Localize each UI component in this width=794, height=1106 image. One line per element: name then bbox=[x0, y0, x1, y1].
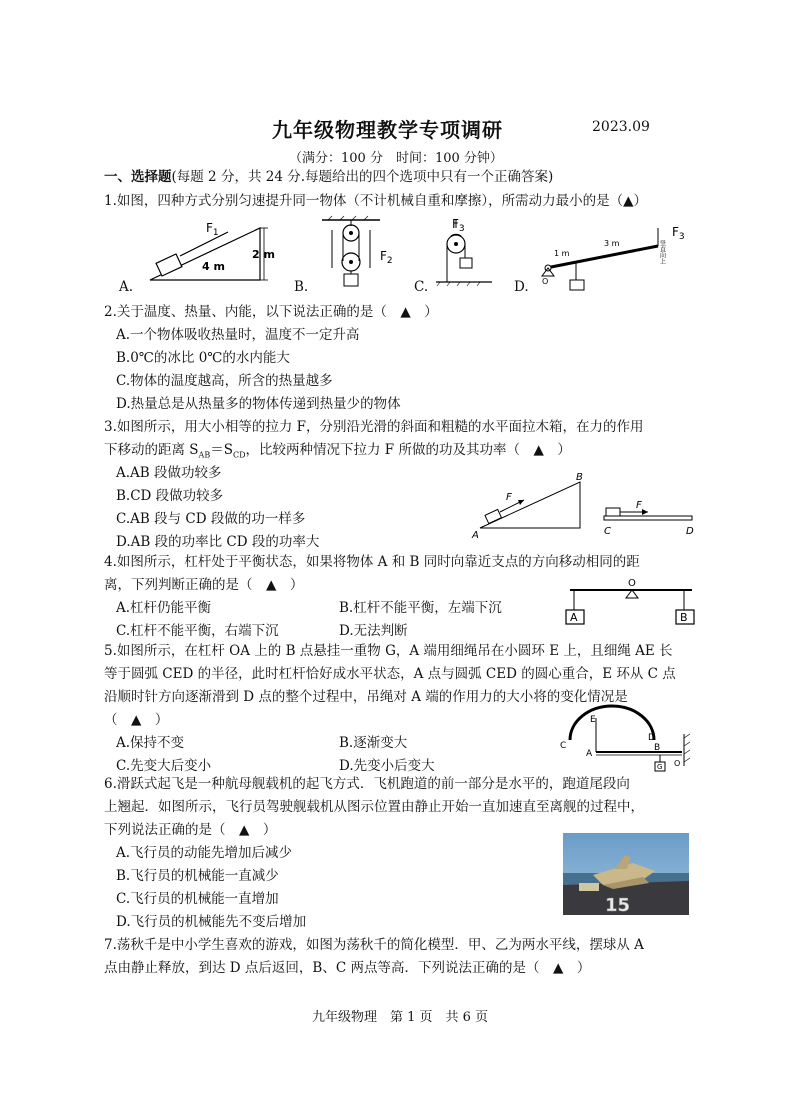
q3-label-a: A bbox=[472, 530, 479, 541]
q5-figure bbox=[556, 704, 696, 774]
q3-label-c: C bbox=[604, 526, 611, 537]
q6-option-d: D.飞行员的机械能先不变后增加 bbox=[116, 914, 307, 930]
q5-option-d: D.先变小后变大 bbox=[339, 758, 435, 774]
q4-label-b: B bbox=[680, 611, 688, 624]
q4-stem-line1: 4.如图所示，杠杆处于平衡状态，如果将物体 A 和 B 同时向靠近支点的方向移动相同的距 bbox=[104, 554, 640, 570]
q2-option-b: B.0℃的冰比 0℃的水内能大 bbox=[116, 350, 290, 366]
q5-stem-line2: 等于圆弧 CED 的半径，此时杠杆恰好成水平状态，A 点与圆弧 CED 的圆心重合，E 环从 C 点 bbox=[104, 666, 676, 682]
q1-figure-a bbox=[148, 218, 278, 288]
q5-option-b: B.逐渐变大 bbox=[339, 735, 408, 751]
q6-deck-number: 15 bbox=[605, 895, 631, 916]
q6-stem-line1: 6.滑跃式起飞是一种航母舰载机的起飞方式．飞机跑道的前一部分是水平的，跑道尾段向 bbox=[104, 776, 630, 792]
q1-f2: $F_2$ bbox=[380, 249, 393, 266]
q2-option-c: C.物体的温度越高，所含的热量越多 bbox=[116, 373, 333, 389]
q5-label-b: B bbox=[654, 743, 661, 753]
exam-subtitle: （满分：100 分 时间：100 分钟） bbox=[289, 151, 503, 166]
q6-stem-line2: 上翘起．如图所示，飞行员驾驶舰载机从图示位置由静止开始一直加速直至离舰的过程中， bbox=[104, 799, 644, 815]
q4-option-b: B.杠杆不能平衡，左端下沉 bbox=[339, 600, 502, 616]
q3-label-b: B bbox=[576, 472, 583, 483]
q4-label-a: A bbox=[570, 611, 578, 624]
q1-label-b: B. bbox=[294, 279, 309, 295]
q1-label-c: C. bbox=[414, 279, 429, 295]
q1-note-vertical: 竖直向上 bbox=[658, 240, 666, 264]
q3-eq: ＝S bbox=[210, 442, 233, 458]
q3-sub-ab: AB bbox=[198, 450, 211, 460]
q1-len-2m: 2 m bbox=[252, 248, 275, 261]
q4-option-a: A.杠杆仍能平衡 bbox=[116, 600, 212, 616]
q3-f-incline: F bbox=[506, 492, 512, 503]
q5-option-c: C.先变大后变小 bbox=[116, 758, 212, 774]
q3-sub-cd: CD bbox=[232, 450, 246, 460]
q1-f1: $F_1$ bbox=[206, 221, 219, 238]
q5-option-a: A.保持不变 bbox=[116, 735, 185, 751]
q6-option-b: B.飞行员的机械能一直减少 bbox=[116, 868, 279, 884]
q6-option-c: C.飞行员的机械能一直增加 bbox=[116, 891, 279, 907]
section-heading bbox=[104, 166, 553, 188]
section-heading-label: 一、选择题 bbox=[104, 169, 172, 185]
q1-stem: 1.如图，四种方式分别匀速提升同一物体（不计机械自重和摩擦），所需动力最小的是（▲） bbox=[104, 193, 648, 209]
q1-len-4m: 4 m bbox=[202, 260, 225, 273]
q1-label-o: O bbox=[542, 277, 549, 286]
q3-option-c: C.AB 段与 CD 段做的功一样多 bbox=[116, 511, 306, 527]
page-title: 九年级物理教学专项调研 bbox=[272, 118, 503, 142]
q1-figure-d bbox=[538, 218, 698, 294]
q3-figure bbox=[470, 472, 700, 542]
q5-label-g: G bbox=[657, 763, 663, 771]
q1-figure-b bbox=[318, 216, 398, 292]
q4-option-c: C.杠杆不能平衡，右端下沉 bbox=[116, 623, 279, 639]
q5-label-d: D bbox=[648, 733, 655, 743]
q4-stem-line2: 离，下列判断正确的是（ ▲ ） bbox=[104, 577, 304, 593]
q3-label-d: D bbox=[686, 526, 694, 537]
q1-f3-c: $F_3$ bbox=[452, 217, 465, 234]
q3-option-d: D.AB 段的功率比 CD 段的功率大 bbox=[116, 534, 320, 550]
exam-date: 2023.09 bbox=[592, 119, 650, 135]
q6-option-a: A.飞行员的动能先增加后减少 bbox=[116, 845, 293, 861]
q5-label-c: C bbox=[560, 741, 567, 751]
q6-stem-line3: 下列说法正确的是（ ▲ ） bbox=[104, 822, 277, 838]
q1-label-d: D. bbox=[514, 279, 529, 295]
q7-stem-line1: 7.荡秋千是中小学生喜欢的游戏，如图为荡秋千的简化模型．甲、乙为两水平线，摆球从 A bbox=[104, 937, 644, 953]
q5-stem-line4: （ ▲ ） bbox=[104, 712, 169, 728]
q1-len-1m: 1 m bbox=[554, 249, 570, 258]
q1-f3-d: $F_3$ bbox=[672, 225, 685, 242]
q3-stem-text: 下移动的距离 S bbox=[104, 442, 199, 458]
q3-stem-line1: 3.如图所示，用大小相等的拉力 F，分别沿光滑的斜面和粗糙的水平面拉木箱，在力的作用 bbox=[104, 419, 644, 435]
q3-f-flat: F bbox=[636, 500, 642, 511]
q2-option-d: D.热量总是从热量多的物体传递到热量少的物体 bbox=[116, 396, 401, 412]
q5-label-e: E bbox=[590, 715, 596, 725]
q1-len-3m: 3 m bbox=[604, 239, 620, 248]
q5-label-a: A bbox=[586, 749, 593, 759]
q3-option-b: B.CD 段做功较多 bbox=[116, 488, 224, 504]
page-footer: 九年级物理 第 1 页 共 6 页 bbox=[312, 1010, 489, 1025]
q1-figure-c bbox=[432, 216, 502, 292]
q2-option-a: A.一个物体吸收热量时，温度不一定升高 bbox=[116, 327, 360, 343]
q1-label-a: A. bbox=[119, 279, 134, 295]
q5-stem-line1: 5.如图所示，在杠杆 OA 上的 B 点悬挂一重物 G，A 端用细绳吊在小圆环 E 上，且细绳 AE 长 bbox=[104, 643, 673, 659]
section-heading-note: (每题 2 分，共 24 分.每题给出的四个选项中只有一个正确答案) bbox=[171, 169, 554, 185]
q4-option-d: D.无法判断 bbox=[339, 623, 408, 639]
q7-stem-line2: 点由静止释放，到达 D 点后返回，B、C 两点等高．下列说法正确的是（ ▲ ） bbox=[104, 960, 591, 976]
q2-stem: 2.关于温度、热量、内能，以下说法正确的是（ ▲ ） bbox=[104, 304, 438, 320]
q5-label-o: O bbox=[674, 759, 681, 768]
q3-stem-tail: ，比较两种情况下拉力 F 所做的功及其功率（ ▲ ） bbox=[245, 442, 571, 458]
q6-jet-photo bbox=[563, 833, 689, 915]
q4-figure bbox=[560, 578, 700, 634]
q5-stem-line3: 沿顺时针方向逐渐滑到 D 点的整个过程中，吊绳对 A 端的作用力的大小将的变化情况是 bbox=[104, 689, 628, 705]
q3-option-a: A.AB 段做功较多 bbox=[116, 465, 222, 481]
q4-label-o: O bbox=[628, 578, 636, 589]
